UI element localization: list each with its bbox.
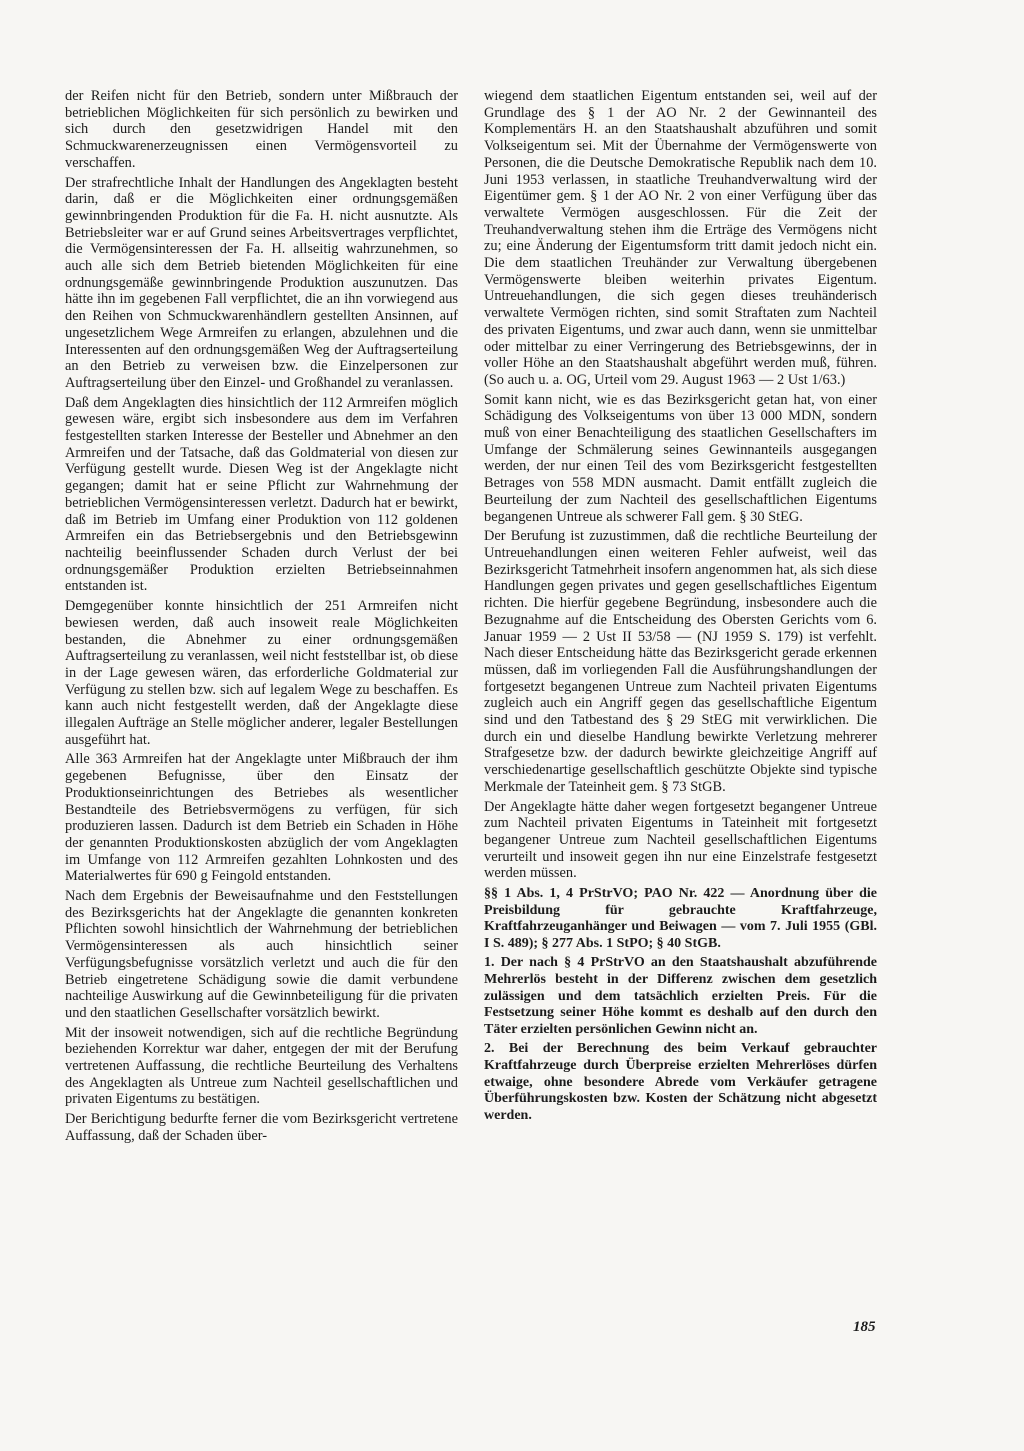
paragraph: Der strafrechtliche Inhalt der Handlungen des Angeklagten besteht darin, daß er die Möglichkeiten einer ordnungsgemäßen gewinnbringenden Produktion für die Fa. H. nicht ausnutzte. Als Betriebsleiter war er auf Grund seines Arbeitsvertrages verpflichtet, die Vermögensinteressen der Fa. H. allseitig wahrzunehmen, so auch alle sich dem Betrieb bietenden Möglichkeiten für eine ordnungsgemäße gewinnbringende Produktion auszunutzen. Das hätte ihn im gegebenen Fall verpflichtet, die an ihn vorwiegend aus den Reihen von Schmuckwarenhändlern gestellten Ansinnen, auf ungesetzlichem Wege Armreifen zu erlangen, abzulehnen und die Interessenten auf den ordnungsgemäßen Weg der Auftragserteilung an den Betrieb zu verweisen bzw. die Einzelpersonen zur Auftragserteilung über den Einzel- und Großhandel zu veranlassen. [65, 174, 458, 391]
paragraph: Nach dem Ergebnis der Beweisaufnahme und den Feststellungen des Bezirksgerichts hat der Angeklagte die genannten konkreten Pflichten sowohl hinsichtlich der Wahrnehmung der betrieblichen Vermögensinteressen als auch hinsichtlich seiner Verfügungsbefugnisse vorsätzlich verletzt und auch die für den Betrieb eingetretene Schädigung sowie die damit verbundene nachteilige Auswirkung auf die Gewinnbeteiligung für die privaten und den staatlichen Gesellschafter vorsätzlich bewirkt. [65, 888, 458, 1021]
headnote-point: 1. Der nach § 4 PrStrVO an den Staatshaushalt abzuführende Mehrerlös besteht in der Differenz zwischen dem gesetzlich zulässigen und dem tatsächlich erzielten Preis. Für die Festsetzung seiner Höhe kommt es deshalb auf den durch den Täter erzielten persönlichen Gewinn nicht an. [484, 955, 877, 1037]
headnote-citation: §§ 1 Abs. 1, 4 PrStrVO; PAO Nr. 422 — Anordnung über die Preisbildung für gebrauchte Kraftfahrzeuge, Kraftfahrzeuganhänger und Beiwagen — vom 7. Juli 1955 (GBl. I S. 489); § 277 Abs. 1 StPO; § 40 StGB. [484, 886, 877, 951]
paragraph: Daß dem Angeklagten dies hinsichtlich der 112 Armreifen möglich gewesen wäre, ergibt sich insbesondere aus dem im Verfahren festgestellten starken Interesse der Besteller und Abnehmer an den Armreifen und der Tatsache, daß das Goldmaterial von diesen zur Verfügung gestellt wurde. Diesen Weg ist der Angeklagte nicht gegangen; damit hat er seine Pflicht zur Wahrnehmung der betrieblichen Vermögensinteressen verletzt. Dadurch hat er bewirkt, daß im Betrieb im Umfang einer Produktion von 112 goldenen Armreifen ein das Betriebsergebnis und den Betriebsgewinn nachteilig beeinflussender Schaden durch Verlust der bei ordnungsgemäßer Produktion erzielten Betriebseinnahmen entstanden ist. [65, 394, 458, 595]
page-number: 185 [853, 1319, 876, 1335]
paragraph: Somit kann nicht, wie es das Bezirksgericht getan hat, von einer Schädigung des Volkseigentums von über 13 000 MDN, sondern muß von einer Benachteiligung des staatlichen Gesellschafters im Umfange der Schmälerung seines Gewinnanteils ausgegangen werden, der nur einen Teil des vom Bezirksgericht festgestellten Betrages von 558 MDN ausmacht. Damit entfällt zugleich die Beurteilung der zum Nachteil des gesellschaftlichen Eigentums begangenen Untreue als schwerer Fall gem. § 30 StEG. [484, 391, 877, 525]
paragraph: Mit der insoweit notwendigen, sich auf die rechtliche Begründung beziehenden Korrektur war daher, entgegen der mit der Berufung vertretenen Auffassung, die rechtliche Beurteilung des Verhaltens des Angeklagten als Untreue zum Nachteil gesellschaftlichen und privaten Eigentums zu bestätigen. [65, 1024, 458, 1108]
right-column [484, 88, 877, 1127]
left-column [65, 88, 458, 1148]
paragraph: Alle 363 Armreifen hat der Angeklagte unter Mißbrauch der ihm gegebenen Befugnisse, über den Einsatz der Produktionseinrichtungen des Betriebes als wesentlicher Bestandteile des Betriebsvermögens zu verfügen, für sich produzieren lassen. Dadurch ist dem Betrieb ein Schaden in Höhe der genannten Produktionskosten abzüglich der vom Angeklagten im Umfange von 112 Armreifen gezahlten Lohnkosten und des Materialwertes für 690 g Feingold entstanden. [65, 751, 458, 885]
paragraph: Der Berichtigung bedurfte ferner die vom Bezirksgericht vertretene Auffassung, daß der Schaden über- [65, 1111, 458, 1144]
paragraph: der Reifen nicht für den Betrieb, sondern unter Mißbrauch der betrieblichen Möglichkeiten für sich persönlich zu bewirken und sich durch den gesetzwidrigen Handel mit den Schmuckwarenerzeugnissen einen Vermögensvorteil zu verschaffen. [65, 88, 458, 171]
paragraph: Der Angeklagte hätte daher wegen fortgesetzt begangener Untreue zum Nachteil privaten Eigentums in Tateinheit mit fortgesetzt begangener Untreue zum Nachteil gesellschaftlichen Eigentums verurteilt und insoweit gegen ihn nur eine Einzelstrafe festgesetzt werden müssen. [484, 798, 877, 882]
paragraph: wiegend dem staatlichen Eigentum entstanden sei, weil auf der Grundlage des § 1 der AO Nr. 2 der Gewinnanteil des Komplementärs H. an den Staatshaushalt abzuführen und somit Volkseigentum sei. Mit der Übernahme der Vermögenswerte von Personen, die die Deutsche Demokratische Republik nach dem 10. Juni 1953 verlassen, in staatliche Treuhandverwaltung wird der Eigentümer gem. § 1 der AO Nr. 2 von einer Verfügung über das verwaltete Vermögen ausgeschlossen. Für die Zeit der Treuhandverwaltung stehen ihm die Erträge des Vermögens nicht zu; eine Änderung der Eigentumsform tritt damit jedoch nicht ein. Die dem staatlichen Treuhänder zur Verwaltung übergebenen Vermögenswerte bleiben weiterhin privates Eigentum. Untreuehandlungen, die sich gegen dieses treuhänderisch verwaltete Vermögen richten, sind somit Straftaten zum Nachteil des privaten Eigentums, und zwar auch dann, wenn sie unmittelbar oder mittelbar zu einer Verringerung des Betriebsgewinns, der in voller Höhe an den Staatshaushalt abgeführt werden muß, führen. (So auch u. a. OG, Urteil vom 29. August 1963 — 2 Ust 1/63.) [484, 88, 877, 388]
paragraph: Demgegenüber konnte hinsichtlich der 251 Armreifen nicht bewiesen werden, daß auch insoweit reale Möglichkeiten bestanden, die Abnehmer zu einer ordnungsgemäßen Auftragserteilung zu veranlassen, weil nicht feststellbar ist, ob diese in der Lage gewesen wären, das erforderliche Goldmaterial zur Verfügung zu stellen bzw. sich auf legalem Wege zu beschaffen. Es kann auch nicht festgestellt werden, daß der Angeklagte diese illegalen Aufträge an Stelle möglicher anderer, legaler Bestellungen ausgeführt hat. [65, 598, 458, 748]
paragraph: Der Berufung ist zuzustimmen, daß die rechtliche Beurteilung der Untreuehandlungen einen weiteren Fehler aufweist, weil das Bezirksgericht Tatmehrheit insofern angenommen hat, als sich diese Handlungen gegen privates und gegen gesellschaftliches Eigentum richten. Die hierfür gegebene Begründung, insbesondere auch die Bezugnahme auf die Entscheidung des Obersten Gerichts vom 6. Januar 1959 — 2 Ust II 53/58 — (NJ 1959 S. 179) ist verfehlt. Nach dieser Entscheidung hätte das Bezirksgericht gerade erkennen müssen, daß im vorliegenden Fall die Ausführungshandlungen der fortgesetzt begangenen Untreue zum Nachteil privaten Eigentums zugleich auch ein Angriff gegen das gesellschaftliche Eigentum sind und den Tatbestand des § 29 StEG mit verwirklichen. Die durch ein und dieselbe Handlung bewirkte Verletzung mehrerer Strafgesetze bzw. der dadurch bewirkte gleichzeitige Angriff auf verschiedenartige gesellschaftlich geschützte Objekte sind typische Merkmale der Tateinheit gem. § 73 StGB. [484, 528, 877, 795]
headnote-point: 2. Bei der Berechnung des beim Verkauf gebrauchter Kraftfahrzeuge durch Überpreise erzielten Mehrerlöses dürfen etwaige, ohne besondere Abrede vom Verkäufer getragene Überführungskosten bzw. Kosten der Schätzung nicht abgesetzt werden. [484, 1041, 877, 1123]
